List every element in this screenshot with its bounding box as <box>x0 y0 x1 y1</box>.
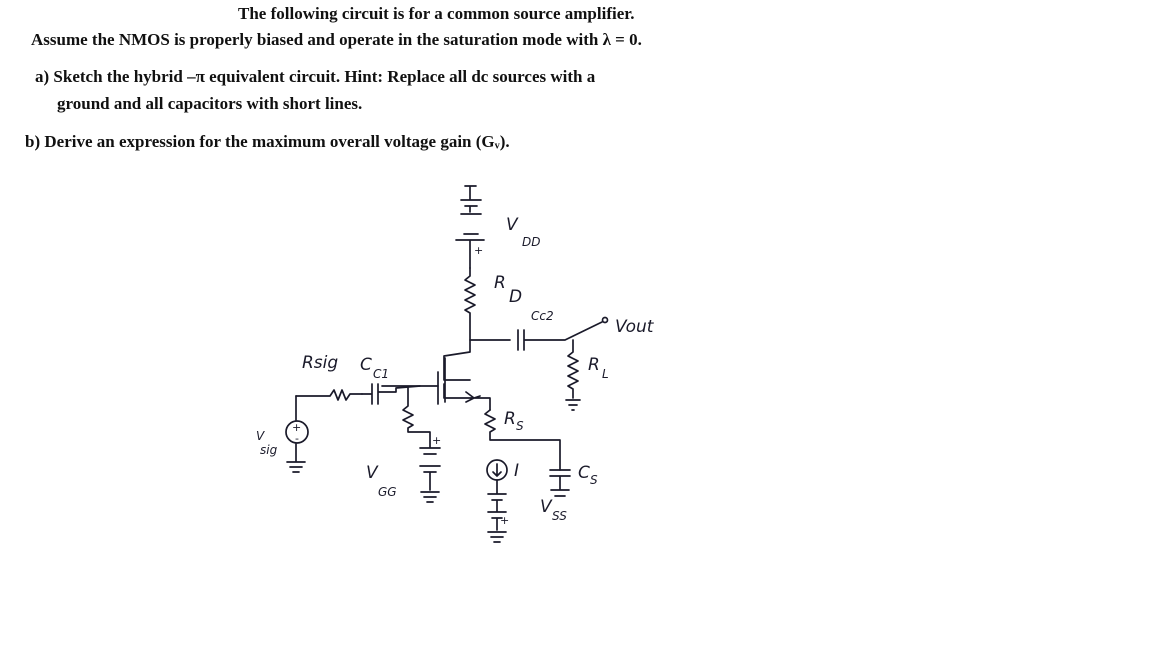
rd-label: R <box>494 273 506 293</box>
vss-plus: + <box>500 514 510 527</box>
cs-subscript: S <box>590 473 598 487</box>
rl-label: R <box>588 355 600 375</box>
vdd-battery-symbol <box>456 186 484 268</box>
vdd-label: V <box>506 215 518 235</box>
cc1-label: C <box>360 355 372 375</box>
rsig-label: Rsig <box>302 353 339 373</box>
vsig-label: V <box>256 429 265 443</box>
cc1-subscript: C1 <box>373 367 390 381</box>
vsig-plus: + <box>292 421 302 434</box>
problem-line-1: The following circuit is for a common source amplifier. <box>238 4 635 23</box>
rs-label: R <box>504 409 516 429</box>
cs-label: C <box>578 463 590 483</box>
vgg-subscript: GG <box>378 485 397 499</box>
vout-label: Vout <box>615 317 654 337</box>
part-a-line-1: a) Sketch the hybrid –π equivalent circuit. Hint: Replace all dc sources with a <box>35 67 596 86</box>
rl-resistor <box>566 340 580 410</box>
cc2-label: Cc2 <box>531 309 554 323</box>
vsig-minus: - <box>295 432 299 445</box>
vsig-subscript: sig <box>260 443 278 457</box>
vss-wire <box>488 480 506 542</box>
vss-subscript: SS <box>552 509 567 523</box>
vgg-label: V <box>366 463 378 483</box>
drain-wire <box>444 322 602 398</box>
vdd-subscript: DD <box>522 235 541 249</box>
rd-resistor <box>465 268 475 340</box>
part-b-line: b) Derive an expression for the maximum overall voltage gain (Gᵥ). <box>25 132 510 151</box>
vss-label: V <box>540 497 552 517</box>
rl-subscript: L <box>602 367 609 381</box>
vdd-plus-sign: + <box>474 244 484 257</box>
vgg-plus: + <box>432 434 442 447</box>
cc1-capacitor <box>362 384 420 404</box>
current-label: I <box>514 461 520 481</box>
current-source-arrow <box>493 464 501 476</box>
nmos-transistor <box>438 358 490 410</box>
cs-capacitor <box>550 470 570 496</box>
part-a-line-2: ground and all capacitors with short lines. <box>57 94 363 113</box>
problem-line-2: Assume the NMOS is properly biased and operate in the saturation mode with λ = 0. <box>31 30 642 49</box>
rsig-resistor <box>296 390 362 400</box>
rs-subscript: S <box>516 419 524 433</box>
vout-terminal <box>603 318 608 323</box>
rd-subscript: D <box>509 287 523 307</box>
